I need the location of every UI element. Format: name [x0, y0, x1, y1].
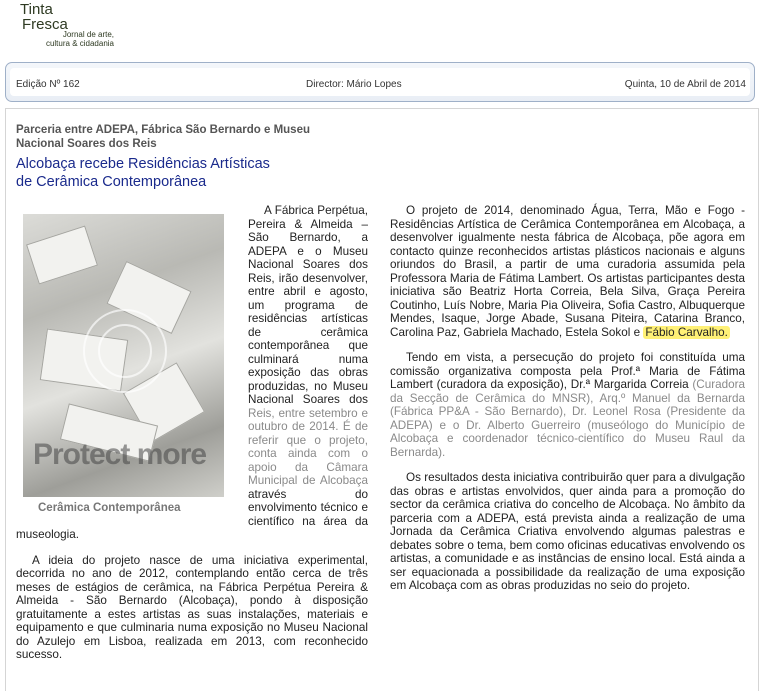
paragraph-4-text: Tendo em vista, a persecução do projeto foi constituída uma comissão organizativa composta pela Prof.ª Maria de Fátima Lambert (curadora da exposição), Dr.ª Margarida Correia: [390, 351, 745, 391]
photo-watermark: Protect more: [33, 438, 207, 471]
paragraph-2: A ideia do projeto nasce de uma iniciativa experimental, decorrida no ano de 2012, contemplando então cerca de três meses de estágios de cerâmica, na Fábrica Perpétua Pereira & Almeida - São Bernardo (Alcobaça), pondo à disposição gratuitamente a estes artistas as suas instalações, materiais e equipamento e que culminaria numa exposição no Museu Nacional do Azulejo em Lisboa, realizada em 2013, com reconhecido sucesso.: [16, 553, 368, 661]
director-name: Director: Mário Lopes: [306, 79, 402, 90]
paragraph-1-tail: através do envolvimento técnico e científico na área da museologia.: [16, 487, 368, 541]
paragraph-3: [390, 204, 745, 339]
paragraph-1-text: A Fábrica Perpétua, Pereira & Almeida – São Bernardo, a ADEPA e o Museu Nacional Soares dos Reis, irão desenvolver, entre abril e agosto, um programa de residências artísticas de cerâmica contemporânea que culminará numa exposição das obras produzidas, no Museu Nacional Soares dos: [248, 204, 368, 406]
publication-date: Quinta, 10 de Abril de 2014: [624, 79, 746, 90]
headline-line-2: de Cerâmica Contemporânea: [16, 173, 207, 190]
paragraph-5: Os resultados desta iniciativa contribuirão quer para a divulgação das obras e artistas envolvidos, quer ainda para a promoção do sector da cerâmica criativa do concelho de Alcobaça. No âmbito da parceria com a ADEPA, está prevista ainda a realização de uma Jornada da Cerâmica Criativa envolvendo algumas palestras e debates sobre o tema, bem como oficinas educativas envolvendo os artistas, a comunidade e as instâncias de ensino local. Está ainda a ser equacionada a possibilidade da realização de uma exposição em Alcobaça com as obras produzidas no seio do projeto.: [390, 471, 745, 592]
watermark-ring: [98, 324, 152, 378]
figure-caption: Cerâmica Contemporânea: [38, 502, 181, 514]
ceramics-photo: [23, 214, 224, 497]
headline-line-1: Alcobaça recebe Residências Artísticas: [16, 156, 270, 172]
edition-info-bar: [5, 62, 755, 102]
edition-number: Edição Nº 162: [16, 79, 80, 90]
article-column-right: [390, 204, 745, 605]
masthead-title: Tinta: [20, 1, 53, 18]
article-headline: [16, 156, 316, 191]
article-figure: [16, 204, 238, 520]
masthead-subtitle-2: cultura & cidadania: [45, 38, 114, 48]
paragraph-3-text: O projeto de 2014, denominado Água, Terra, Mão e Fogo - Residências Artística de Cerâmica Contemporânea em Alcobaça, a desenvolver igualmente nesta fábrica de Alcobaça, põe agora em contacto quinze reconhecidos artistas plásticos nacionais e alguns oriundos do Brasil, a partir de uma curadoria assumida pela Professora Maria de Fátima Lambert. Os artistas participantes desta iniciativa são Beatriz Horta Correia, Bela Silva, Graça Pereira Coutinho, Luís Nobre, Maria Pia Oliveira, Sofia Castro, Albuquerque Mendes, Isaque, Jorge Abade, Susana Piteira, Catarina Branco, Carolina Paz, Gabriela Machado, Estela Sokol e: [390, 204, 745, 339]
masthead-subtitle-1: Jornal de arte,: [62, 30, 114, 39]
paragraph-1-gray-text: Reis, entre setembro e outubro de 2014. É de referir que o projeto, conta ainda com o apoio da Câmara Municipal de Alcobaça: [248, 406, 368, 487]
masthead-subtitle: [4, 31, 114, 48]
paragraph-4-gray-text: (Curadora da Secção de Cerâmica do MNSR), Arq.º Manuel da Bernarda (Fábrica PP&A - São Bernardo), Dr. Leonel Rosa (Presidente da ADEPA) e o Dr. Alberto Guerreiro (museólogo do Município de Alcobaça e coordenador técnico-científico do Museu Raul da Bernarda).: [390, 378, 745, 459]
highlighted-name: Fábio Carvalho.: [645, 325, 728, 339]
paragraph-4: [390, 351, 745, 459]
article-kicker: Parceria entre ADEPA, Fábrica São Bernardo e Museu Nacional Soares dos Reis: [16, 124, 310, 150]
article-column-left: [16, 204, 368, 674]
masthead-logo: [4, 2, 124, 54]
photo-shard: [26, 225, 98, 284]
masthead-title-2: Fresca: [22, 16, 68, 33]
